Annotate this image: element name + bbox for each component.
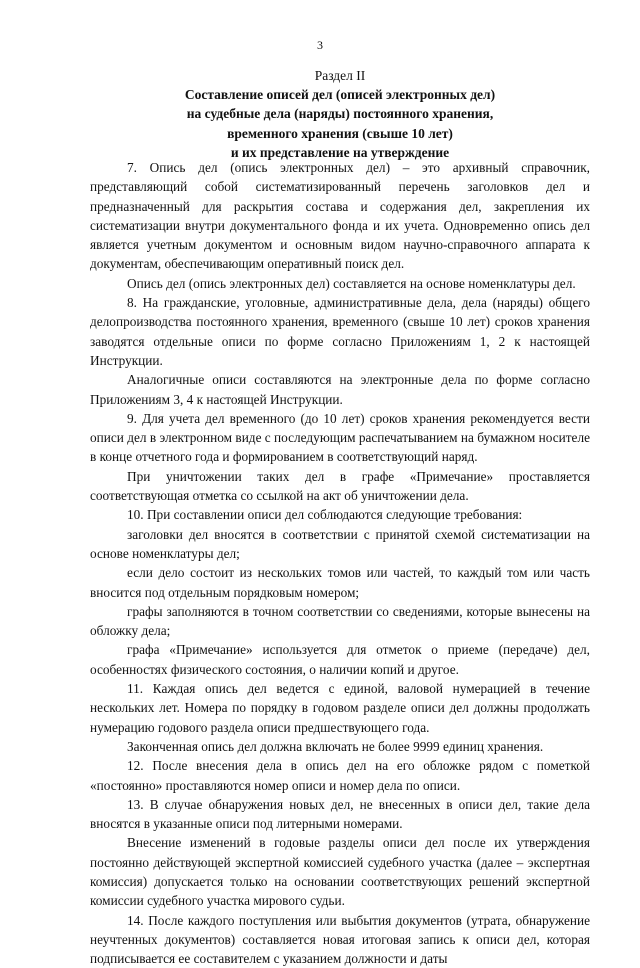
paragraph-10: 10. При составлении описи дел соблюдаются следующие требования: [127,507,523,523]
requirement-item: графы заполняются в точном соответствии со сведениями, которые вынесены на обложку дела; [90,603,590,639]
page-number: 3 [317,38,323,52]
paragraph: Законченная опись дел должна включать не более 9999 единиц хранения. [127,738,544,754]
section-title-line: временного хранения (свыше 10 лет) [227,125,453,141]
section-title-line: Составление описей дел (описей электронных дел) [184,87,496,103]
requirement-item: если дело состоит из нескольких томов или частей, то каждый том или часть вносится под отдельным порядковым номером; [90,565,590,600]
paragraph: Опись дел (опись электронных дел) составляется на основе номенклатуры дел. [127,275,576,291]
paragraph: Внесение изменений в годовые разделы описи дел после их утверждения постоянно действующей экспертной комиссией судебного участка (далее – экспертная комиссия) допускается только на основании соответствующих решений экспертной комиссии судебного участка мирового судьи. [90,835,590,909]
requirement-item: заголовки дел вносятся в соответствии с принятой схемой систематизации на основе номенклатуры дел; [90,526,590,561]
paragraph: Аналогичные описи составляются на электронные дела по форме согласно Приложениям 3, 4 к настоящей Инструкции. [90,372,590,407]
requirement-item: графа «Примечание» используется для отметок о приеме (передаче) дел, особенностях физического состояния, о наличии копий и другое. [90,642,590,677]
paragraph-7: 7. Опись дел (опись электронных дел) – это архивный справочник, представляющий собой систематизированный перечень заголовков дел и предназначенный для раскрытия состава и содержания дел, закрепления их систематизации внутри документального фонда и их учета. Одновременно опись дел является учетным документом и основным видом научно-справочного аппарата к документам, обеспечивающим оперативный поиск дел. [90,160,590,272]
document-body [90,158,590,968]
section-title-line: на судебные дела (наряды) постоянного хранения, [186,106,494,122]
paragraph-11: 11. Каждая опись дел ведется с единой, валовой нумерацией в течение нескольких лет. Номера по порядку в годовом разделе описи дел должны продолжать нумерацию годового раздела описи предшествующего года. [90,681,590,735]
paragraph-9: 9. Для учета дел временного (до 10 лет) сроков хранения рекомендуется вести описи дел в электронном виде с последующим распечатыванием на бумажном носителе в конце отчетного года и формированием в соответствующий наряд. [90,410,590,465]
paragraph: При уничтожении таких дел в графе «Примечание» проставляется соответствующая отметка со ссылкой на акт об уничтожении дела. [90,468,590,504]
section-label: Раздел II [314,68,366,83]
paragraph-8: 8. На гражданские, уголовные, административные дела, дела (наряды) общего делопроизводства постоянного хранения, временного (свыше 10 лет) сроков хранения заводятся отдельные описи по форме согласно Приложениям 1, 2 к настоящей Инструкции. [90,295,590,368]
paragraph-13: 13. В случае обнаружения новых дел, не внесенных в описи дел, такие дела вносятся в указанные описи под литерными номерами. [90,796,590,832]
paragraph-12: 12. После внесения дела в опись дел на его обложке рядом с пометкой «постоянно» проставляются номер описи и номер дела по описи. [90,758,590,793]
paragraph-14: 14. После каждого поступления или выбытия документов (утрата, обнаружение неучтенных документов) составляется новая итоговая запись к описи дел, которая подписывается ее составителем с указанием должности и даты [90,912,590,967]
section-heading [90,66,590,162]
section-title-line: и их представление на утверждение [230,144,450,160]
